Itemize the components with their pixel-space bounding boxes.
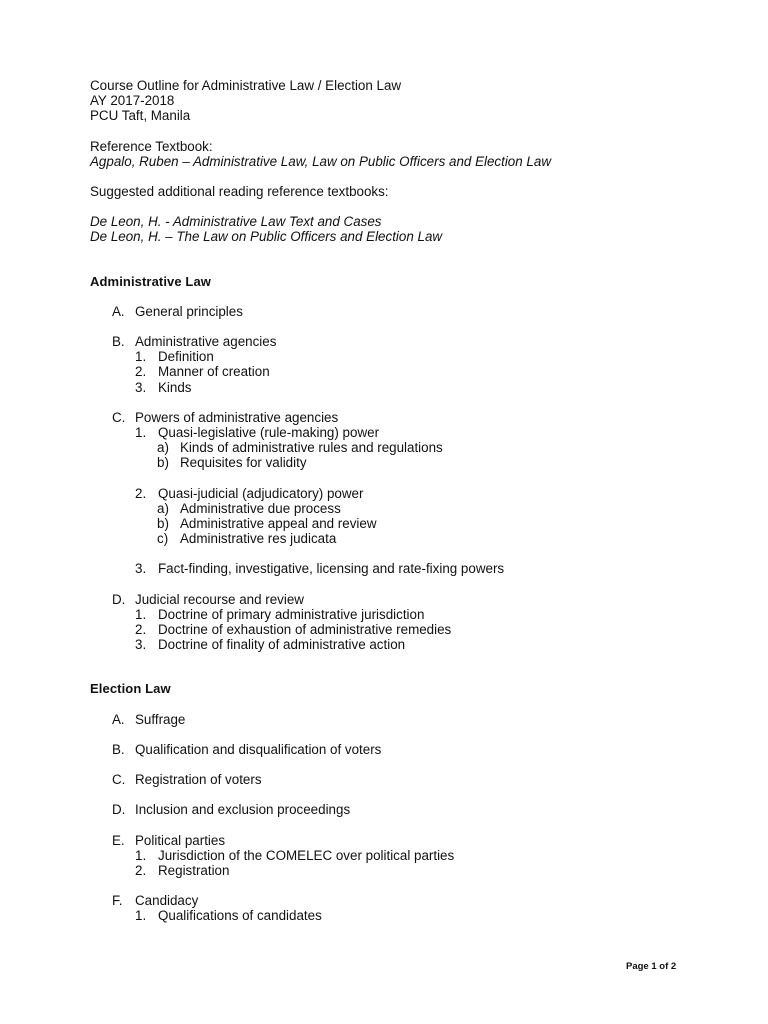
- admin-item-c2: 2. Quasi-judicial (adjudicatory) power: [135, 485, 364, 501]
- admin-item-d2: 2. Doctrine of exhaustion of administrative remedies: [135, 622, 452, 638]
- document-page: [90, 78, 730, 924]
- election-item-a: A. Suffrage: [112, 711, 186, 727]
- admin-item-d1: 1. Doctrine of primary administrative jurisdiction: [135, 606, 425, 622]
- election-item-d: D. Inclusion and exclusion proceedings: [112, 802, 351, 818]
- election-item-c: C. Registration of voters: [112, 772, 262, 788]
- location: PCU Taft, Manila: [90, 108, 191, 124]
- election-item-e1: 1. Jurisdiction of the COMELEC over political parties: [135, 847, 455, 863]
- election-item-f: F. Candidacy: [112, 893, 199, 909]
- admin-item-c1a: a) Kinds of administrative rules and regulations: [157, 440, 443, 456]
- suggested-book-1: De Leon, H. - Administrative Law Text and Cases: [90, 214, 382, 230]
- admin-item-a: A. General principles: [112, 303, 243, 319]
- admin-item-b: B. Administrative agencies: [112, 334, 277, 350]
- page-number: Page 1 of 2: [626, 961, 677, 972]
- admin-item-b2: 2. Manner of creation: [135, 364, 270, 380]
- reference-textbook: Agpalo, Ruben – Administrative Law, Law on Public Officers and Election Law: [90, 153, 551, 169]
- suggested-book-2: De Leon, H. – The Law on Public Officers and Election Law: [90, 229, 443, 245]
- admin-item-c2a: a) Administrative due process: [157, 500, 341, 516]
- election-law-heading: Election Law: [90, 681, 171, 697]
- admin-law-heading: Administrative Law: [90, 273, 211, 289]
- election-item-f1: 1. Qualifications of candidates: [135, 908, 322, 924]
- admin-item-d: D. Judicial recourse and review: [112, 591, 304, 607]
- election-item-b: B. Qualification and disqualification of voters: [112, 741, 382, 757]
- admin-item-c: C. Powers of administrative agencies: [112, 409, 339, 425]
- admin-item-c3: 3. Fact-finding, investigative, licensing and rate-fixing powers: [135, 561, 505, 577]
- course-title: Course Outline for Administrative Law / Election Law: [90, 78, 402, 93]
- admin-item-c1: 1. Quasi-legislative (rule-making) power: [135, 425, 380, 441]
- academic-year: AY 2017-2018: [90, 93, 175, 109]
- election-item-e: E. Political parties: [112, 832, 226, 848]
- reference-label: Reference Textbook:: [90, 138, 213, 154]
- admin-item-c2b: b) Administrative appeal and review: [157, 516, 377, 532]
- admin-item-c2c: c) Administrative res judicata: [157, 531, 337, 547]
- admin-item-c1b: b) Requisites for validity: [157, 455, 307, 471]
- admin-item-b1: 1. Definition: [135, 349, 214, 365]
- admin-item-b3: 3. Kinds: [135, 379, 192, 395]
- suggested-label: Suggested additional reading reference textbooks:: [90, 184, 389, 200]
- election-item-e2: 2. Registration: [135, 862, 230, 878]
- admin-item-d3: 3. Doctrine of finality of administrative action: [135, 637, 406, 653]
